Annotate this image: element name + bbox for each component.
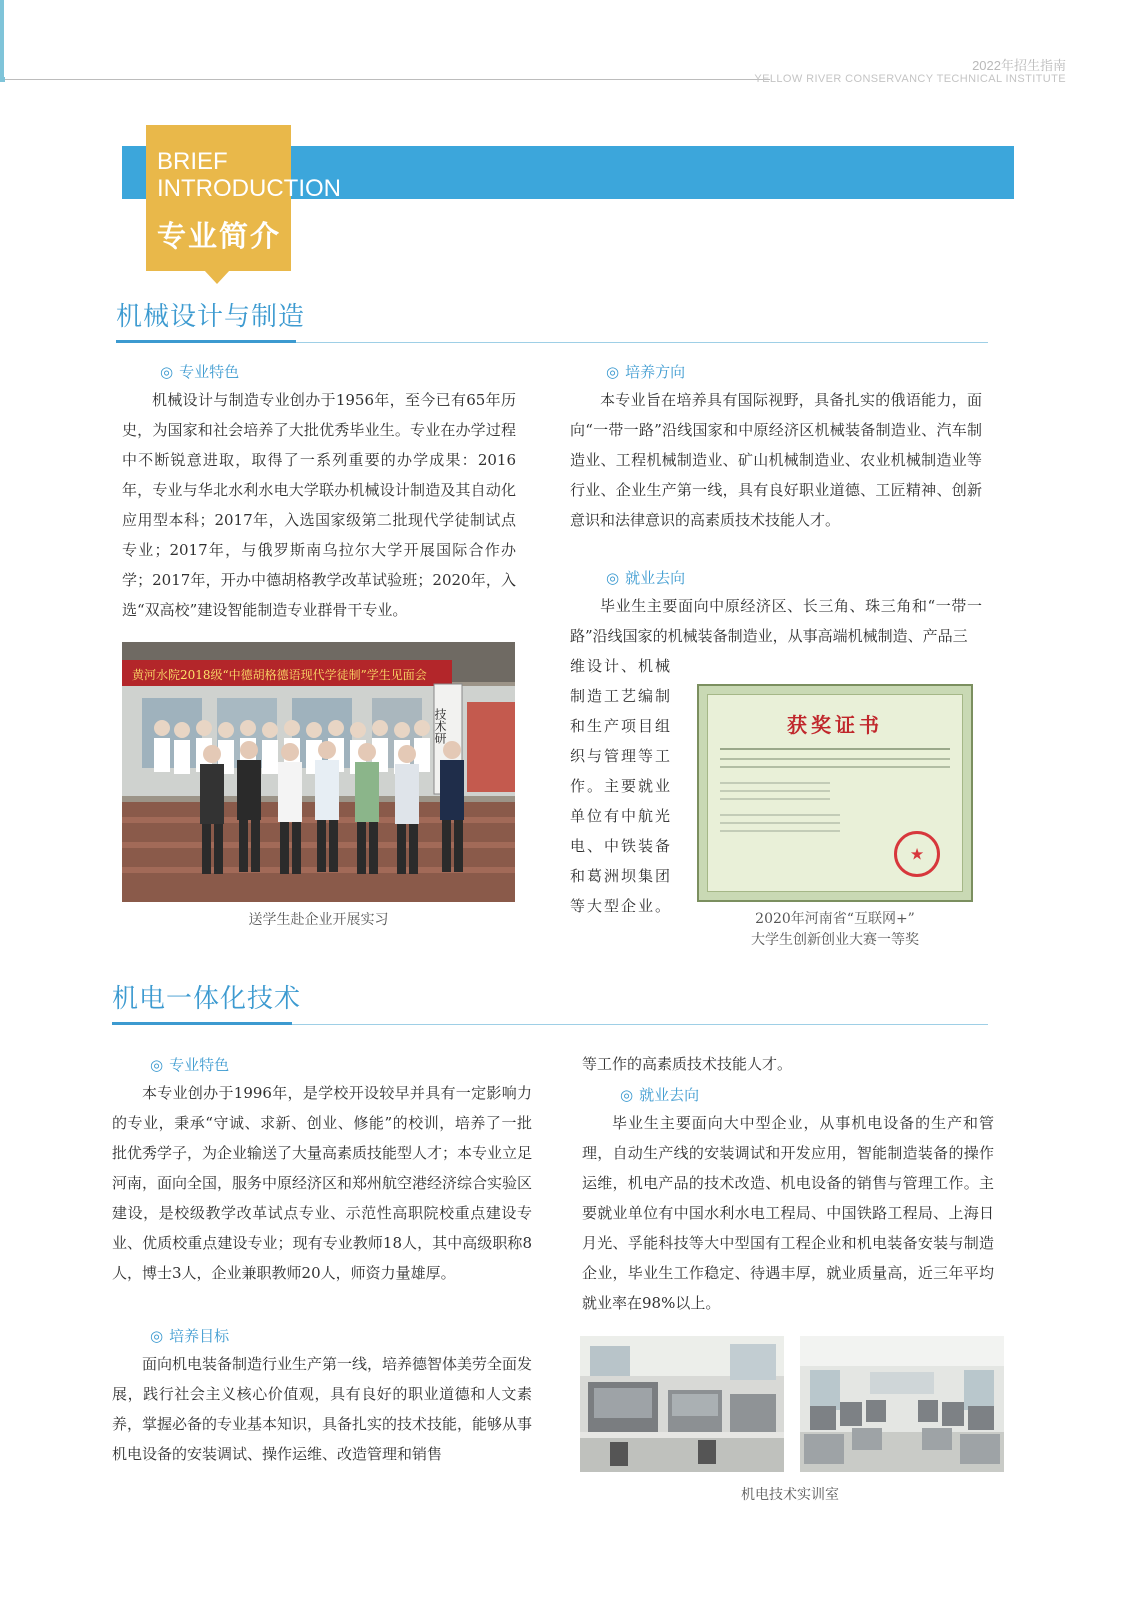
section2-employment-label: 就业去向 xyxy=(639,1086,700,1104)
header-rule-marker xyxy=(0,77,5,82)
employment-line: 制造工艺编制 xyxy=(570,687,673,705)
section1-feature-heading xyxy=(160,361,239,382)
red-seal-stamp xyxy=(894,831,940,877)
employment-line: 和生产项目组 xyxy=(570,717,673,735)
training-room-illustration xyxy=(580,1336,784,1472)
section2-goal-continued: 等工作的高素质技术技能人才。 xyxy=(582,1055,793,1073)
certificate-title: 获奖证书 xyxy=(787,713,883,737)
group-photo-caption: 送学生赴企业开展实习 xyxy=(248,912,389,928)
photo-banner-text: 黄河水院2018级“中德胡格德语现代学徒制”学生见面会 xyxy=(132,668,427,682)
certificate-line xyxy=(720,758,950,760)
employment-line: 织与管理等工 xyxy=(570,747,673,765)
group-photo xyxy=(122,642,515,902)
section2-rule-accent xyxy=(112,1022,292,1025)
section1-employment-narrow-column xyxy=(570,651,676,921)
certificate-line xyxy=(720,822,840,824)
section2-title: 机电一体化技术 xyxy=(112,984,302,1014)
section1-training-text: 本专业旨在培养具有国际视野，具备扎实的俄语能力，面向“一带一路”沿线国家和中原经济区机械装备制造业、汽车制造业、工程机械制造业、矿山机械制造业、农业机械制造业等行业、企业生产第一线，具有良好职业道德、工匠精神、创新意识和法律意识的高素质技术技能人才。 xyxy=(570,391,982,529)
bullseye-icon: ◎ xyxy=(620,1086,634,1104)
group-photo-illustration xyxy=(122,642,515,902)
banner-english-line2: INTRODUCTION xyxy=(157,175,341,202)
section2-feature-text: 本专业创办于1996年，是学校开设较早并具有一定影响力的专业，秉承“守诚、求新、创业、修能”的校训，培养了一批批优秀学子，为企业输送了大量高素质技能型人才；本专业立足河南，面向全国，服务中原经济区和郑州航空港经济综合实验区建设，是校级教学改革试点专业、示范性高职院校重点建设专业、优质校重点建设专业；现有专业教师18人，其中高级职称8人，博士3人，企业兼职教师20人，师资力量雄厚。 xyxy=(112,1084,533,1282)
section1-employment-label: 就业去向 xyxy=(625,569,686,587)
certificate-line xyxy=(720,790,830,792)
certificate-line xyxy=(720,814,840,816)
photo-sign-text: 技术研 xyxy=(433,708,447,744)
bullseye-icon: ◎ xyxy=(160,363,174,381)
certificate-line xyxy=(720,798,830,800)
section2-goal-text: 面向机电装备制造行业生产第一线，培养德智体美劳全面发展，践行社会主义核心价值观，具有良好的职业道德和人文素养，掌握必备的专业基本知识，具备扎实的技术技能，能够从事机电设备的安装调试、操作运维、改造管理和销售 xyxy=(112,1355,533,1463)
header-rule xyxy=(0,79,770,80)
employment-line: 单位有中航光 xyxy=(570,807,673,825)
star-icon: ★ xyxy=(909,844,925,864)
section2-feature-heading xyxy=(150,1054,229,1075)
section2-employment-text: 毕业生主要面向大中型企业，从事机电设备的生产和管理，自动生产线的安装调试和开发应用，智能制造装备的操作运维，机电产品的技术改造、机电设备的销售与管理工作。主要就业单位有中国水利水电工程局、中国铁路工程局、上海日月光、孚能科技等大中型国有工程企业和机电装备安装与制造企业，毕业生工作稳定、待遇丰厚，就业质量高，近三年平均就业率在98%以上。 xyxy=(582,1114,994,1312)
employment-line: 维设计、机械 xyxy=(570,657,673,675)
employment-line: 电、中铁装备 xyxy=(570,837,673,855)
bullseye-icon: ◎ xyxy=(606,363,620,381)
banner-pointer xyxy=(204,270,230,284)
certificate-line xyxy=(720,766,950,768)
certificate-inner-panel xyxy=(707,694,963,892)
employment-line: 作。主要就业 xyxy=(570,777,673,795)
bullseye-icon: ◎ xyxy=(606,569,620,587)
training-room-illustration xyxy=(800,1336,1004,1472)
award-certificate-image xyxy=(697,684,973,902)
certificate-caption-line1: 2020年河南省“互联网+” xyxy=(755,911,915,927)
section2-goal-label: 培养目标 xyxy=(169,1327,230,1345)
left-accent-bar xyxy=(0,0,4,80)
section1-employment-text: 毕业生主要面向中原经济区、长三角、珠三角和“一带一路”沿线国家的机械装备制造业，从事高端机械制造、产品三 xyxy=(570,597,982,645)
section1-feature-text: 机械设计与制造专业创办于1956年，至今已有65年历史，为国家和社会培养了大批优秀毕业生。专业在办学过程中不断锐意进取，取得了一系列重要的办学成果：2016年，专业与华北水利水电大学联办机械设计制造及其自动化应用型本科；2017年，入选国家级第二批现代学徒制试点专业；2017年，与俄罗斯南乌拉尔大学开展国际合作办学；2017年，开办中德胡格教学改革试验班；2020年，入选“双高校”建设智能制造专业群骨干专业。 xyxy=(122,391,516,619)
header-year-guide: 2022年招生指南 xyxy=(972,58,1066,73)
certificate-line xyxy=(720,782,830,784)
employment-line: 等大型企业。 xyxy=(570,897,673,915)
training-room-photo-left xyxy=(580,1336,784,1472)
section2-employment-heading xyxy=(620,1084,699,1105)
training-room-caption: 机电技术实训室 xyxy=(741,1487,839,1503)
training-room-photo-right xyxy=(800,1336,1004,1472)
employment-line: 和葛洲坝集团 xyxy=(570,867,673,885)
certificate-line xyxy=(720,830,840,832)
banner-english-line1: BRIEF xyxy=(157,148,228,175)
section1-training-label: 培养方向 xyxy=(625,363,686,381)
section1-employment-heading xyxy=(606,567,685,588)
section2-goal-heading xyxy=(150,1325,229,1346)
bullseye-icon: ◎ xyxy=(150,1327,164,1345)
banner-chinese-title: 专业简介 xyxy=(157,219,282,253)
bullseye-icon: ◎ xyxy=(150,1056,164,1074)
certificate-caption-line2: 大学生创新创业大赛一等奖 xyxy=(751,932,919,948)
header-institute-name: YELLOW RIVER CONSERVANCY TECHNICAL INSTITUTE xyxy=(754,73,1066,85)
section1-feature-label: 专业特色 xyxy=(179,363,240,381)
section1-training-heading xyxy=(606,361,685,382)
section1-title: 机械设计与制造 xyxy=(116,302,306,332)
section1-rule-accent xyxy=(116,340,296,343)
certificate-line xyxy=(720,748,950,750)
section2-feature-label: 专业特色 xyxy=(169,1056,230,1074)
